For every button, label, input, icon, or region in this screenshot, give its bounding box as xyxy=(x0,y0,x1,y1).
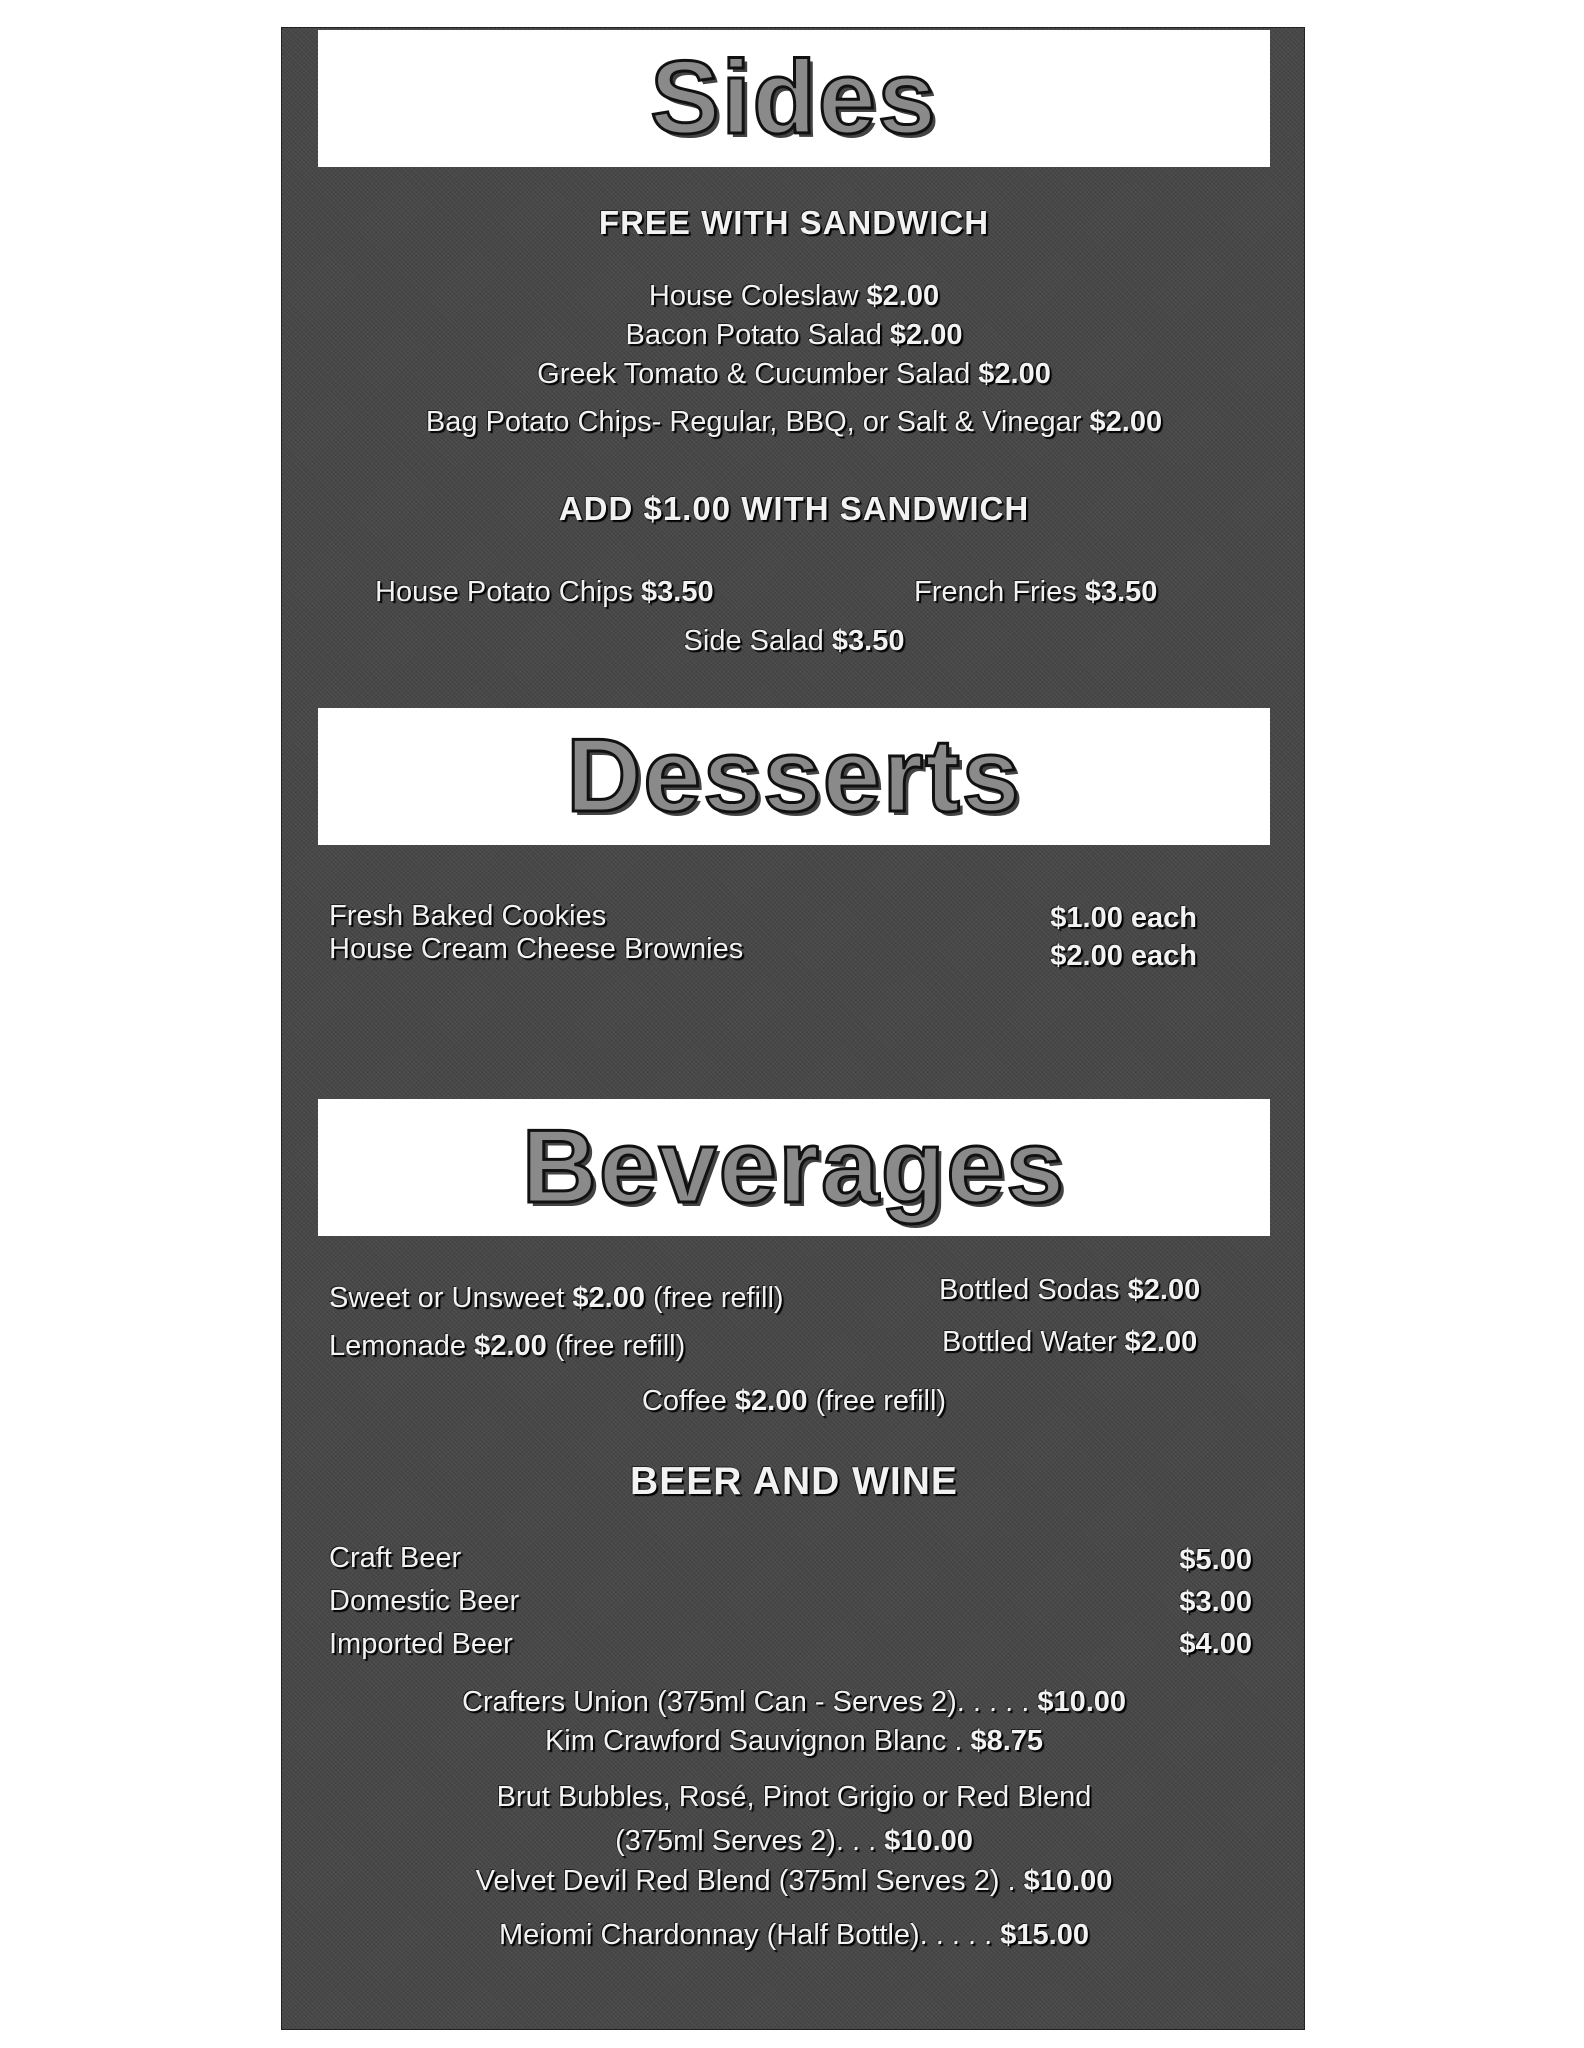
beer-and-wine-heading: BEER AND WINE xyxy=(630,1460,958,1503)
beverage-item-bottled-sodas xyxy=(939,1274,1200,1307)
beverage-item-price: $2.00 xyxy=(572,1282,645,1314)
wine-item-name: (375ml Serves 2). . . xyxy=(615,1825,877,1857)
beverage-item-note: (free refill) xyxy=(653,1282,784,1314)
side-item-house-coleslaw xyxy=(282,280,1306,313)
beverage-item-price: $2.00 xyxy=(1124,1326,1198,1358)
beverage-item-coffee xyxy=(282,1385,1306,1418)
wine-item-brut-bubbles-size xyxy=(282,1825,1306,1858)
beer-item-price: $4.00 xyxy=(1179,1628,1252,1660)
beverage-item-price: $2.00 xyxy=(734,1385,808,1417)
dessert-item-name: House Cream Cheese Brownies xyxy=(329,933,744,965)
sides-title: Sides xyxy=(650,40,938,156)
beverage-item-name: Bottled Water xyxy=(942,1326,1117,1358)
wine-item-velvet-devil xyxy=(282,1865,1306,1898)
wine-item-name: Kim Crawford Sauvignon Blanc . xyxy=(544,1725,963,1757)
beer-item-name: Craft Beer xyxy=(329,1542,462,1574)
wine-item-kim-crawford xyxy=(282,1725,1306,1758)
beverage-item-price: $2.00 xyxy=(474,1330,547,1362)
beer-item-name: Domestic Beer xyxy=(329,1585,520,1617)
side-item-name: French Fries xyxy=(914,576,1077,608)
beverage-item-sweet-tea xyxy=(329,1282,784,1315)
side-item-french-fries xyxy=(914,576,1157,609)
side-item-price: $3.50 xyxy=(641,576,714,608)
desserts-title: Desserts xyxy=(566,718,1022,834)
beer-item-price: $5.00 xyxy=(1179,1544,1252,1576)
side-item-bag-potato-chips xyxy=(282,406,1306,439)
side-item-greek-salad xyxy=(282,358,1306,391)
beverage-item-lemonade xyxy=(329,1330,685,1363)
dessert-item-price: $1.00 each xyxy=(1050,902,1197,934)
side-item-side-salad xyxy=(282,625,1306,658)
side-item-name: Bacon Potato Salad xyxy=(625,319,882,351)
side-item-name: House Coleslaw xyxy=(648,280,859,312)
wine-item-name: Crafters Union (375ml Can - Serves 2). . . . . xyxy=(461,1686,1030,1718)
beverages-banner xyxy=(318,1099,1270,1236)
side-item-price: $3.50 xyxy=(1084,576,1158,608)
beer-item-name: Imported Beer xyxy=(329,1628,513,1660)
side-item-bacon-potato-salad xyxy=(282,319,1306,352)
add-with-sandwich-heading: ADD $1.00 WITH SANDWICH xyxy=(558,490,1030,527)
side-item-name: Bag Potato Chips- Regular, BBQ, or Salt & Vinegar xyxy=(425,406,1082,438)
wine-item-crafters-union xyxy=(282,1686,1306,1719)
side-item-price: $2.00 xyxy=(1089,406,1163,438)
side-item-price: $2.00 xyxy=(889,319,963,351)
wine-item-price: $10.00 xyxy=(1037,1686,1127,1718)
beverage-item-name: Coffee xyxy=(641,1385,727,1417)
wine-item-price: $10.00 xyxy=(1023,1865,1113,1897)
wine-item-name: Brut Bubbles, Rosé, Pinot Grigio or Red Blend xyxy=(496,1781,1092,1813)
sides-banner xyxy=(318,30,1270,167)
side-item-name: House Potato Chips xyxy=(375,576,633,608)
side-item-house-potato-chips xyxy=(375,576,714,609)
beverage-item-bottled-water xyxy=(942,1326,1197,1359)
wine-item-name: Meiomi Chardonnay (Half Bottle). . . . . xyxy=(499,1919,993,1951)
wine-item-price: $10.00 xyxy=(884,1825,973,1857)
beverage-item-price: $2.00 xyxy=(1127,1274,1201,1306)
menu-panel xyxy=(281,27,1305,2030)
side-item-price: $2.00 xyxy=(866,280,940,312)
beverage-item-name: Sweet or Unsweet xyxy=(329,1282,565,1314)
side-item-name: Side Salad xyxy=(683,625,824,657)
beverages-title: Beverages xyxy=(521,1109,1067,1225)
beverage-item-note: (free refill) xyxy=(554,1330,686,1362)
wine-item-name: Velvet Devil Red Blend (375ml Serves 2) . xyxy=(475,1865,1016,1897)
beverage-item-name: Lemonade xyxy=(329,1330,467,1362)
side-item-price: $3.50 xyxy=(831,625,905,657)
wine-item-price: $15.00 xyxy=(1000,1919,1089,1951)
beverage-item-note: (free refill) xyxy=(815,1385,947,1417)
dessert-item-price: $2.00 each xyxy=(1050,940,1197,972)
desserts-banner xyxy=(318,708,1270,845)
wine-item-price: $8.75 xyxy=(970,1725,1044,1757)
beverage-item-name: Bottled Sodas xyxy=(939,1274,1120,1306)
wine-item-meiomi xyxy=(282,1919,1306,1952)
wine-item-brut-bubbles xyxy=(282,1781,1306,1814)
beer-item-price: $3.00 xyxy=(1179,1586,1252,1618)
side-item-price: $2.00 xyxy=(978,358,1051,390)
free-with-sandwich-heading: FREE WITH SANDWICH xyxy=(598,204,990,241)
dessert-item-name: Fresh Baked Cookies xyxy=(329,900,607,932)
side-item-name: Greek Tomato & Cucumber Salad xyxy=(537,358,971,390)
